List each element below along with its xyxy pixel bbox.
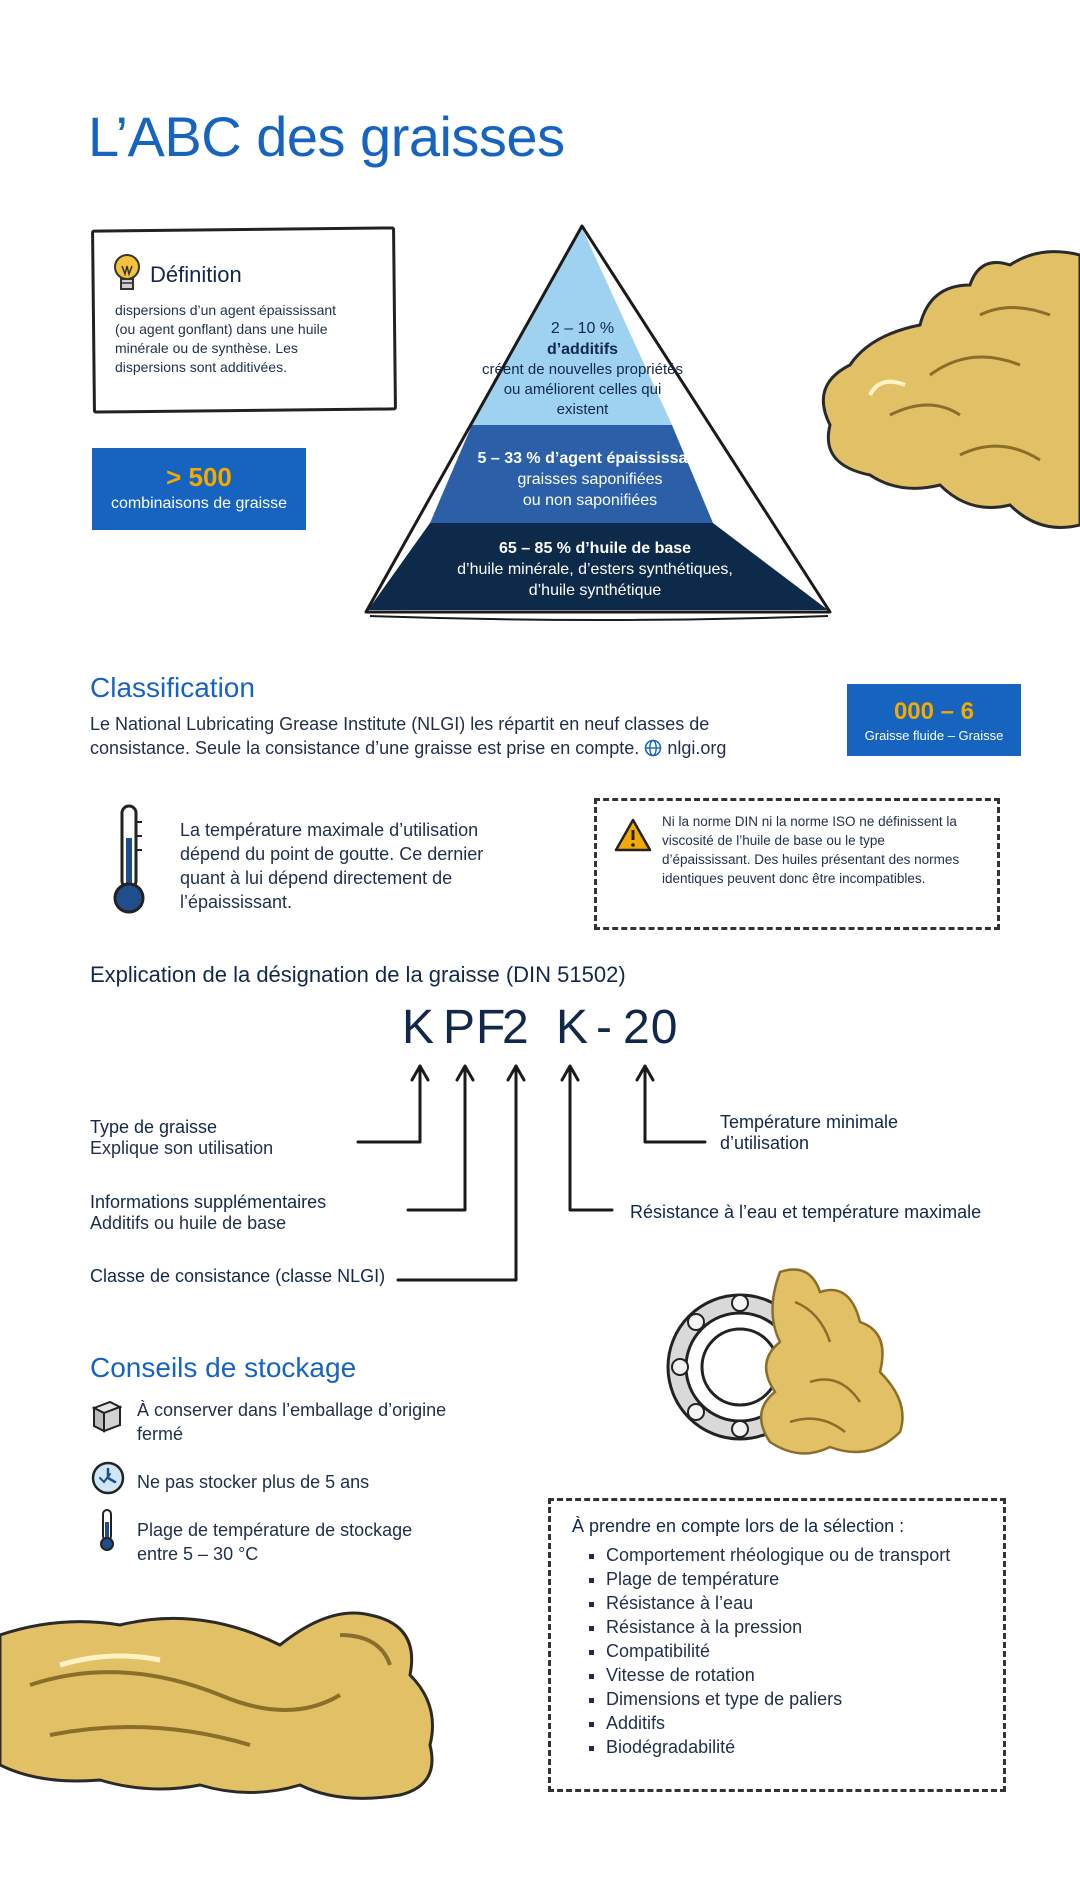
- water-label: Résistance à l’eau et température maximale: [630, 1202, 982, 1222]
- thermometer-small-icon: [96, 1508, 118, 1552]
- list-item: ▪ Résistance à la pression: [606, 1615, 992, 1639]
- box-icon: [90, 1398, 124, 1434]
- warning-note: Ni la norme DIN ni la norme ISO ne définissent la viscosité de l’huile de base ou le type d’épaississant. Des huiles présentant des normes identiques peuvent donc être incompatibles.: [662, 814, 960, 886]
- globe-icon: [644, 739, 662, 757]
- pyramid-top-value: 2 – 10 %: [550, 320, 615, 337]
- temp-min-label-1: Température minimale: [720, 1112, 899, 1132]
- pyramid-bottom-text: [420, 538, 770, 601]
- info-label-sub: Additifs ou huile de base: [90, 1213, 287, 1233]
- consistency-range-badge: [847, 684, 1021, 756]
- pyramid-top-text: [480, 318, 685, 420]
- type-label-bold: Type de graisse: [90, 1117, 218, 1137]
- grease-blob-image: [810, 245, 1080, 545]
- designation-code-dash: -: [596, 1001, 613, 1054]
- list-item: ▪ Compatibilité: [606, 1639, 992, 1663]
- info-label: [90, 1192, 326, 1234]
- list-item: ▪ Biodégradabilité: [606, 1735, 992, 1759]
- selection-content: [572, 1516, 992, 1759]
- combinations-value: > 500: [166, 462, 232, 492]
- combinations-badge: [92, 448, 306, 530]
- nlgi-link[interactable]: nlgi.org: [667, 738, 727, 758]
- pyramid-top-name: d’additifs: [546, 341, 619, 358]
- temp-min-label: [720, 1112, 898, 1154]
- class-label: Classe de consistance (classe NLGI): [90, 1266, 386, 1286]
- lightbulb-icon: [112, 252, 142, 296]
- info-label-bold: Informations supplémentaires: [90, 1192, 327, 1212]
- storage-item-2: Plage de température de stockage entre 5 – 30 °C: [137, 1520, 413, 1564]
- pyramid-top-desc: créent de nouvelles propriétés ou améliorent celles qui existent: [482, 361, 683, 418]
- pyramid-middle-value: 5 – 33 % d’agent épaississant: [477, 450, 703, 467]
- page-title: L’ABC des graisses: [88, 105, 565, 168]
- classification-heading: Classification: [90, 672, 255, 703]
- temperature-note: La température maximale d’utilisation dépend du point de goutte. Ce dernier quant à lui dépend directement de l’épaississant.: [180, 820, 484, 912]
- definition-text: dispersions d’un agent épaississant (ou agent gonflant) dans une huile minérale ou de synthèse. Les dispersions sont additivées.: [115, 302, 337, 375]
- list-item: ▪ Comportement rhéologique ou de transport: [606, 1543, 992, 1567]
- temp-min-label-2: d’utilisation: [720, 1133, 810, 1153]
- list-item: ▪ Additifs: [606, 1711, 992, 1735]
- consistency-range-label: Graisse fluide – Graisse: [864, 728, 1004, 743]
- list-item: ▪ Vitesse de rotation: [606, 1663, 992, 1687]
- selection-heading: À prendre en compte lors de la sélection :: [572, 1516, 905, 1536]
- list-item: ▪ Dimensions et type de paliers: [606, 1687, 992, 1711]
- pyramid-middle-text: [440, 448, 740, 511]
- storage-heading: Conseils de stockage: [90, 1352, 357, 1383]
- designation-arrows: [340, 1050, 720, 1290]
- list-item: ▪ Résistance à l’eau: [606, 1591, 992, 1615]
- designation-code-2: 2: [502, 1001, 530, 1054]
- selection-list: [572, 1543, 992, 1759]
- pyramid-middle-desc1: graisses saponifiées: [517, 471, 663, 488]
- pyramid-bottom-desc1: d’huile minérale, d’esters synthétiques,: [457, 561, 733, 578]
- grease-swirl-image: [0, 1595, 450, 1805]
- designation-code-k1: K: [402, 1001, 436, 1054]
- designation-code-k2: K: [556, 1001, 590, 1054]
- pyramid-bottom-value: 65 – 85 % d’huile de base: [498, 540, 692, 557]
- combinations-label: combinaisons de graisse: [110, 495, 288, 512]
- consistency-range-value: 000 – 6: [893, 698, 975, 725]
- type-label-sub: Explique son utilisation: [90, 1138, 274, 1158]
- definition-heading: Définition: [150, 262, 242, 287]
- list-item: ▪ Plage de température: [606, 1567, 992, 1591]
- classification-text: [90, 712, 810, 760]
- storage-item-1: Ne pas stocker plus de 5 ans: [137, 1472, 370, 1492]
- bearing-grease-image: [660, 1262, 930, 1462]
- pyramid-bottom-desc2: d’huile synthétique: [528, 582, 662, 599]
- warning-icon: [614, 818, 652, 852]
- storage-item-0: À conserver dans l’emballage d’origine fermé: [137, 1400, 447, 1444]
- pyramid-middle-desc2: ou non saponifiées: [522, 492, 658, 509]
- designation-code-20: 20: [623, 1001, 679, 1054]
- clock-icon: [90, 1460, 126, 1496]
- classification-description: Le National Lubricating Grease Institute (NLGI) les répartit en neuf classes de consistance. Seule la consistance d’une graisse est prise en compte.: [90, 714, 710, 758]
- thermometer-icon: [108, 802, 152, 918]
- designation-heading: Explication de la désignation de la graisse (DIN 51502): [90, 962, 626, 987]
- type-label: [90, 1117, 273, 1159]
- designation-code-pf: PF: [443, 1001, 507, 1054]
